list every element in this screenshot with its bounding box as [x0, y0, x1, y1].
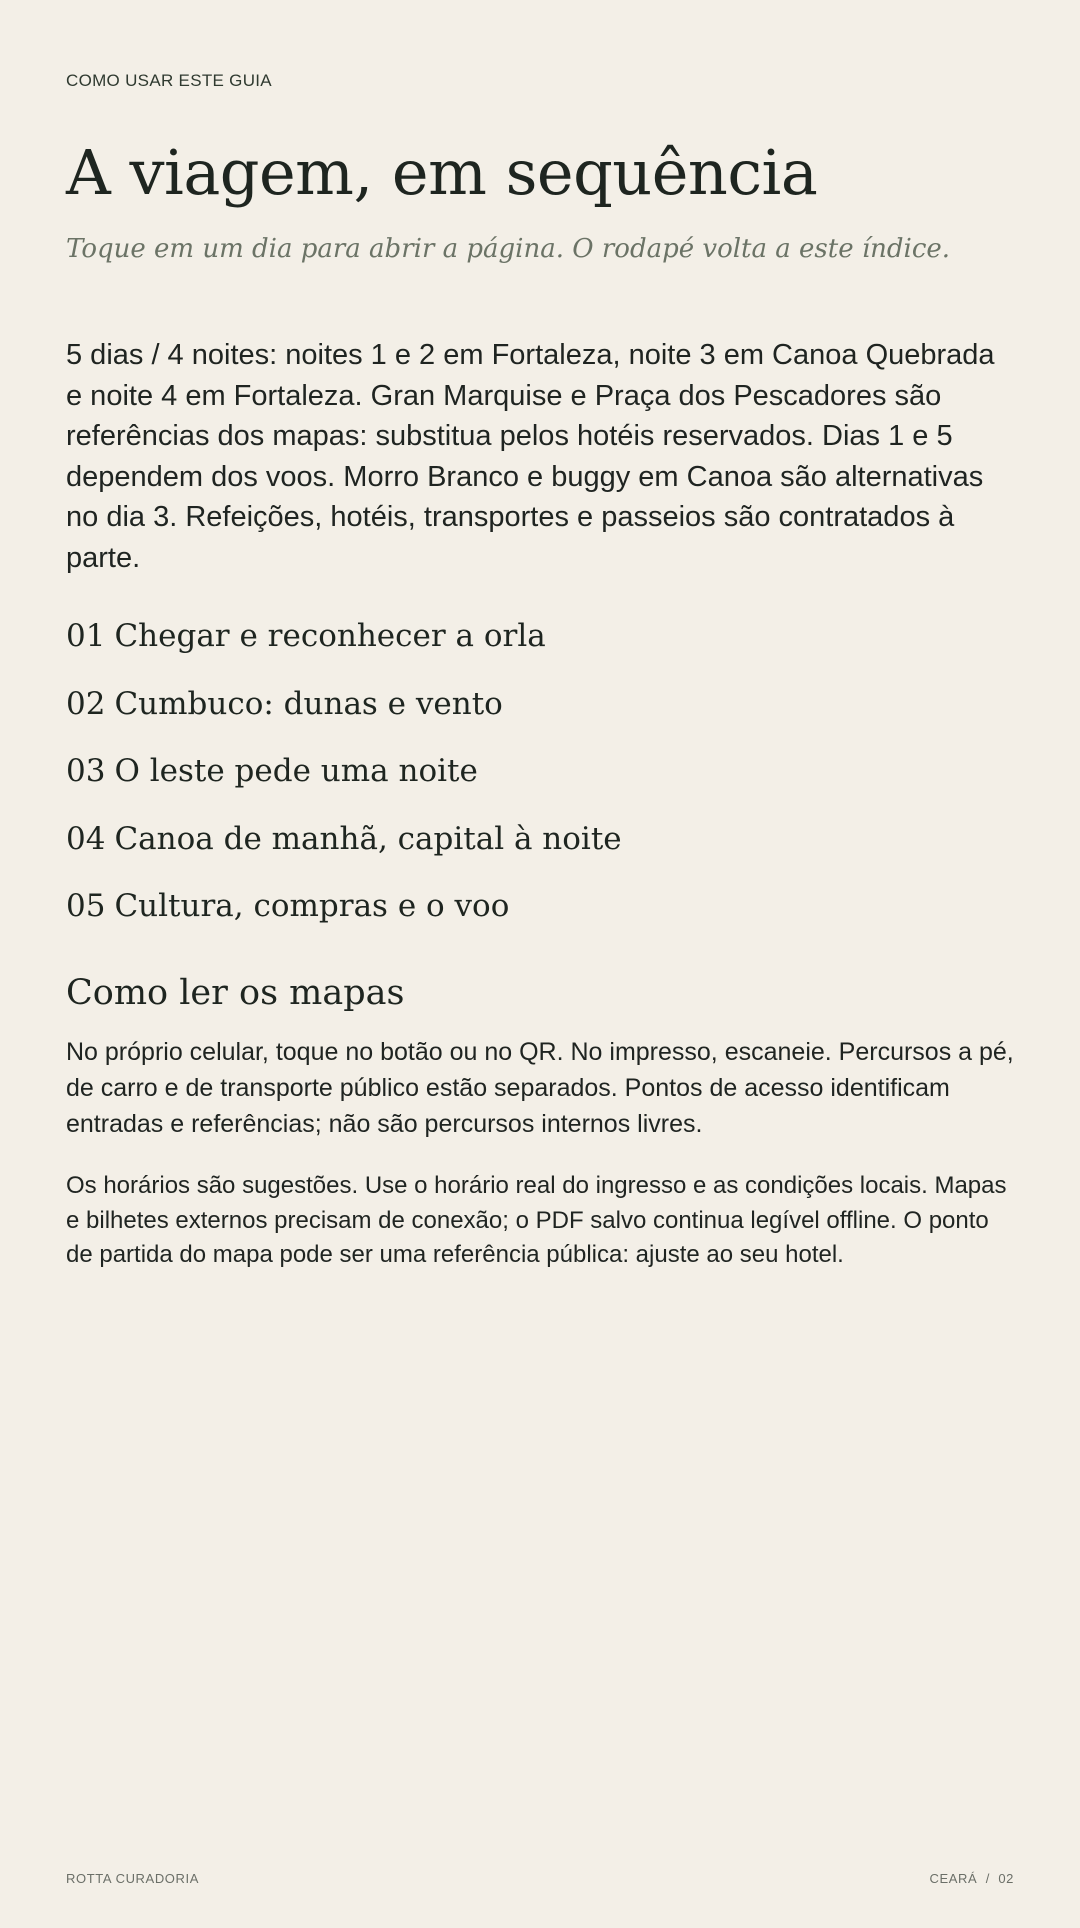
trip-summary: 5 dias / 4 noites: noites 1 e 2 em Fortaleza, noite 3 em Canoa Quebrada e noite 4 em Fortaleza. Gran Marquise e Praça dos Pescadores são referências dos mapas: substitua pelos hotéis reservados. Dias 1 e 5 dependem dos voos. Morro Branco e buggy em Canoa são alternativas no dia 3. Refeições, hotéis, transportes e passeios são contratados à parte.: [66, 339, 995, 574]
maps-paragraph-1: No próprio celular, toque no botão ou no QR. No impresso, escaneie. Percursos a pé, de carro e de transporte público estão separados. Pontos de acesso identificam entradas e referências; não são percursos internos livres.: [66, 1038, 1014, 1138]
day-link-05[interactable]: [66, 882, 1014, 950]
day-label: Chegar e reconhecer a orla: [114, 618, 546, 654]
page-subtitle: Toque em um dia para abrir a página. O rodapé volta a este índice.: [66, 234, 951, 264]
day-link-04[interactable]: [66, 815, 1014, 883]
day-label: Cultura, compras e o voo: [114, 888, 510, 924]
day-number: 03: [66, 753, 106, 789]
maps-paragraph-2: Os horários são sugestões. Use o horário real do ingresso e as condições locais. Mapas e bilhetes externos precisam de conexão; o PDF salvo continua legível offline. O ponto de partida do mapa pode ser uma referência pública: ajuste ao seu hotel.: [66, 1172, 1007, 1268]
page-title: A viagem, em sequência: [66, 136, 818, 209]
maps-section-title: Como ler os mapas: [66, 973, 405, 1013]
day-link-02[interactable]: [66, 680, 1014, 748]
day-number: 02: [66, 685, 106, 722]
day-link-03[interactable]: [66, 747, 1014, 815]
section-eyebrow: COMO USAR ESTE GUIA: [66, 71, 272, 90]
day-index-list: [66, 612, 1014, 950]
day-label: Canoa de manhã, capital à noite: [114, 820, 622, 857]
guide-page: [66, 0, 1014, 1928]
day-label: Cumbuco: dunas e vento: [114, 685, 503, 722]
day-label: O leste pede uma noite: [114, 753, 478, 789]
footer-page-link[interactable]: CEARÁ / 02: [929, 1871, 1014, 1886]
day-number: 05: [66, 888, 106, 924]
day-link-01[interactable]: [66, 612, 1014, 680]
day-number: 01: [66, 618, 106, 654]
day-number: 04: [66, 820, 106, 857]
footer-brand: ROTTA CURADORIA: [66, 1871, 199, 1886]
